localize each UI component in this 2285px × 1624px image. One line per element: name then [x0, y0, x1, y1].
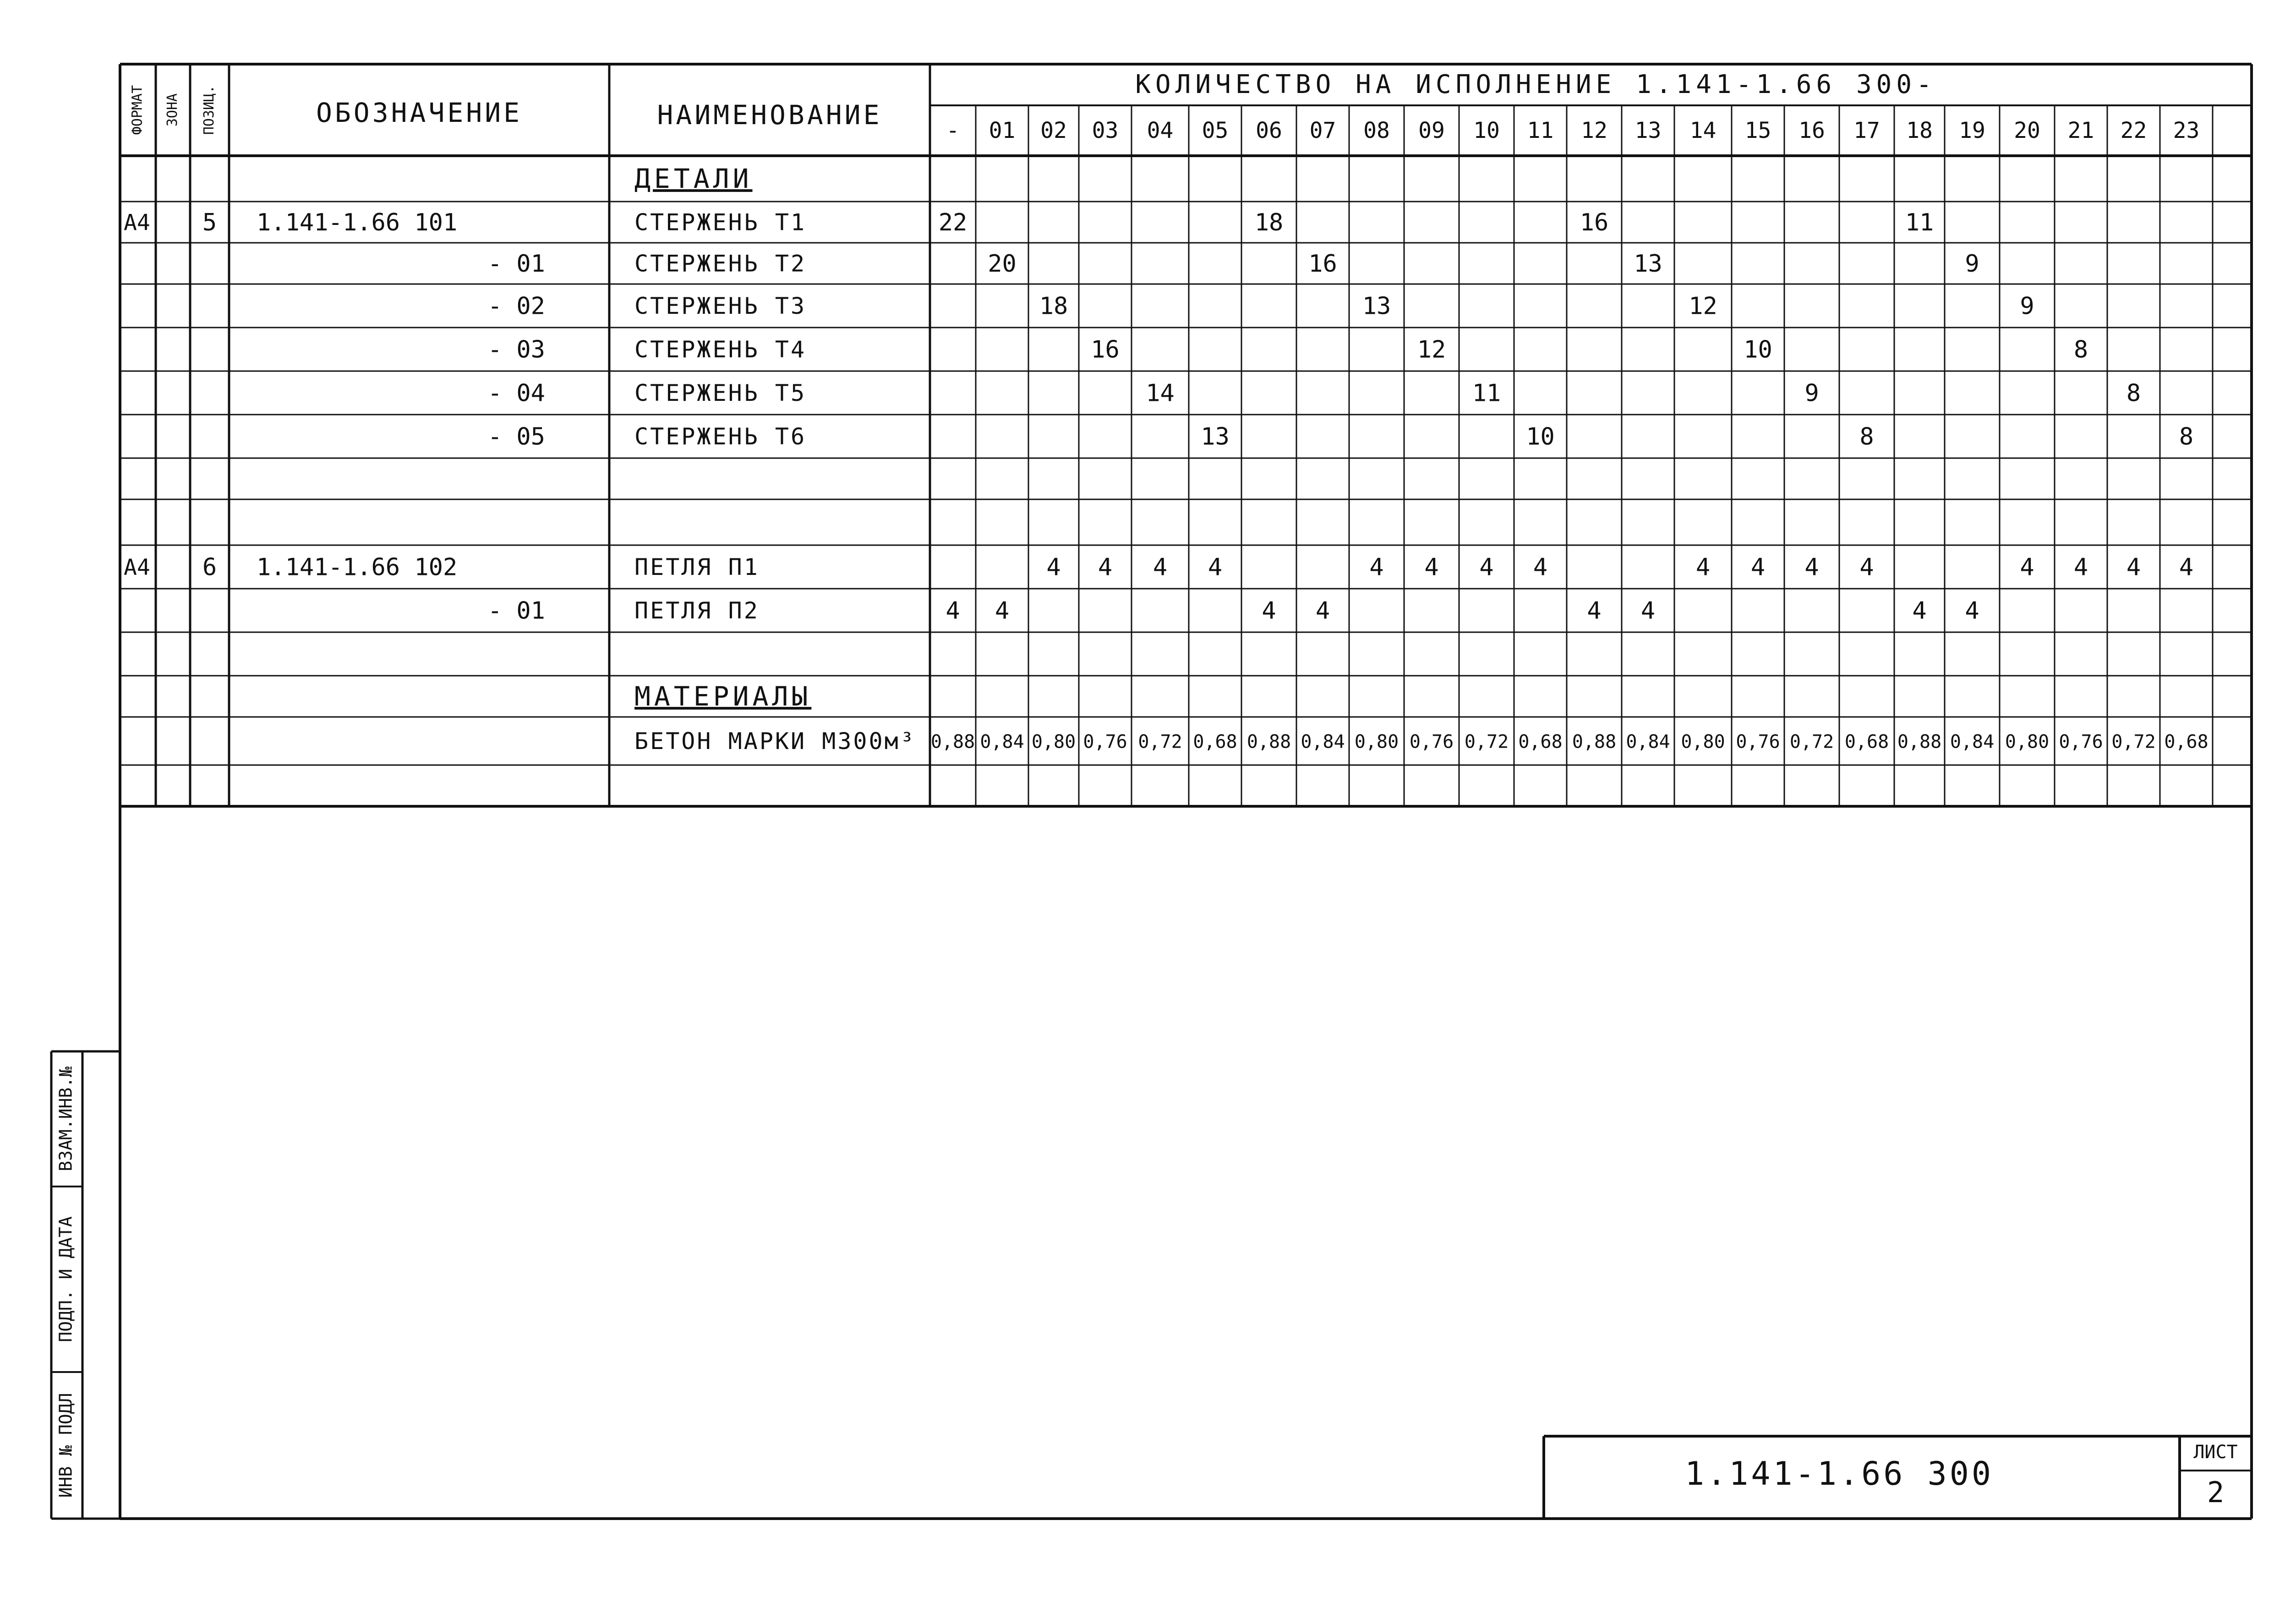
qty-cell: 0,76 — [1409, 731, 1454, 753]
qty-cell: 9 — [1804, 379, 1819, 407]
header-name: НАИМЕНОВАНИЕ — [657, 99, 882, 131]
header-format: ФОРМАТ — [129, 85, 146, 135]
qty-cell: 0,76 — [1083, 731, 1127, 753]
qty-cell: 0,72 — [1138, 731, 1182, 753]
qty-cell: 4 — [1533, 553, 1548, 581]
qty-cell: 4 — [995, 597, 1010, 625]
qty-cell: 0,68 — [1193, 731, 1237, 753]
qty-cell: 10 — [1526, 423, 1555, 451]
qty-cell: 4 — [1750, 553, 1766, 581]
qty-cell: 8 — [2179, 423, 2194, 451]
qty-cell: 4 — [1587, 597, 1602, 625]
variant-header-7: 07 — [1309, 118, 1336, 143]
cell-designation: - 01 — [487, 597, 545, 625]
cell-designation: - 05 — [487, 423, 545, 451]
cell-designation: - 03 — [487, 336, 545, 364]
qty-cell: 10 — [1744, 336, 1772, 364]
variant-header-16: 16 — [1798, 118, 1825, 143]
cell-format: А4 — [124, 210, 150, 235]
qty-cell: 0,88 — [1572, 731, 1617, 753]
qty-cell: 0,88 — [1897, 731, 1942, 753]
qty-cell: 0,88 — [1246, 731, 1291, 753]
header-zone: ЗОНА — [164, 93, 180, 127]
qty-cell: 0,76 — [2059, 731, 2103, 753]
variant-header-0: - — [946, 118, 960, 143]
stamp-signature-date: ПОДП. И ДАТА — [55, 1216, 76, 1342]
cell-name: СТЕРЖЕНЬ Т1 — [634, 209, 807, 236]
qty-cell: 16 — [1091, 336, 1120, 364]
cell-designation: - 04 — [487, 379, 545, 407]
stamp-inv-no: ИНВ № ПОДЛ — [55, 1393, 76, 1498]
qty-cell: 20 — [988, 250, 1017, 278]
table-texts — [56, 70, 2238, 1509]
variant-header-2: 02 — [1040, 118, 1067, 143]
qty-cell: 4 — [1369, 553, 1384, 581]
qty-cell: 0,88 — [930, 731, 975, 753]
variant-header-6: 06 — [1256, 118, 1282, 143]
variant-header-17: 17 — [1853, 118, 1880, 143]
qty-cell: 4 — [1479, 553, 1494, 581]
qty-cell: 4 — [1424, 553, 1439, 581]
qty-cell: 0,72 — [1464, 731, 1509, 753]
cell-position: 6 — [202, 553, 217, 581]
cell-name: СТЕРЖЕНЬ Т6 — [634, 423, 807, 450]
section-title: ДЕТАЛИ — [634, 163, 753, 195]
variant-header-8: 08 — [1363, 118, 1390, 143]
qty-cell: 4 — [1965, 597, 1979, 625]
qty-cell: 0,80 — [2005, 731, 2050, 753]
qty-cell: 4 — [1315, 597, 1330, 625]
cell-designation: - 02 — [487, 292, 545, 320]
qty-cell: 0,80 — [1354, 731, 1399, 753]
qty-cell: 11 — [1472, 379, 1501, 407]
title-block-sheet-number: 2 — [2207, 1476, 2225, 1509]
variant-header-20: 20 — [2014, 118, 2040, 143]
qty-cell: 16 — [1580, 209, 1609, 236]
cell-designation: 1.141-1.66 102 — [257, 553, 458, 581]
variant-header-10: 10 — [1473, 118, 1500, 143]
qty-cell: 0,84 — [1950, 731, 1995, 753]
qty-cell: 13 — [1362, 292, 1391, 320]
qty-cell: 0,80 — [1681, 731, 1725, 753]
variant-header-1: 01 — [989, 118, 1016, 143]
qty-cell: 4 — [2073, 553, 2088, 581]
variant-header-3: 03 — [1092, 118, 1119, 143]
cell-name: СТЕРЖЕНЬ Т2 — [634, 250, 807, 277]
qty-cell: 0,68 — [2164, 731, 2208, 753]
qty-cell: 4 — [1695, 553, 1711, 581]
qty-cell: 0,68 — [1844, 731, 1889, 753]
qty-cell: 4 — [1153, 553, 1168, 581]
variant-header-4: 04 — [1147, 118, 1174, 143]
qty-cell: 4 — [1262, 597, 1276, 625]
section-title: МАТЕРИАЛЫ — [634, 681, 812, 712]
variant-header-11: 11 — [1527, 118, 1554, 143]
header-position: ПОЗИЦ. — [201, 85, 217, 135]
qty-cell: 22 — [938, 209, 968, 236]
cell-format: А4 — [124, 554, 150, 580]
qty-cell: 4 — [2020, 553, 2034, 581]
cell-name: СТЕРЖЕНЬ Т3 — [634, 293, 807, 319]
qty-cell: 4 — [1098, 553, 1113, 581]
qty-cell: 0,68 — [1518, 731, 1563, 753]
qty-cell: 0,84 — [1626, 731, 1670, 753]
qty-cell: 12 — [1417, 336, 1446, 364]
variant-header-9: 09 — [1418, 118, 1445, 143]
qty-cell: 4 — [1912, 597, 1927, 625]
variant-header-18: 18 — [1906, 118, 1933, 143]
qty-cell: 9 — [2020, 292, 2034, 320]
qty-cell: 4 — [1640, 597, 1656, 625]
qty-cell: 0,80 — [1031, 731, 1076, 753]
qty-cell: 4 — [946, 597, 960, 625]
variant-header-12: 12 — [1581, 118, 1607, 143]
qty-cell: 18 — [1039, 292, 1068, 320]
variant-header-21: 21 — [2067, 118, 2094, 143]
cell-designation: - 01 — [487, 250, 545, 278]
qty-cell: 8 — [1859, 423, 1874, 451]
qty-cell: 14 — [1146, 379, 1175, 407]
variant-header-14: 14 — [1689, 118, 1716, 143]
stamp-replace-inv: ВЗАМ.ИНВ.№ — [55, 1066, 76, 1171]
variant-header-5: 05 — [1202, 118, 1229, 143]
qty-cell: 8 — [2126, 379, 2141, 407]
qty-cell: 4 — [2126, 553, 2141, 581]
qty-cell: 16 — [1308, 250, 1337, 278]
qty-cell: 0,84 — [980, 731, 1024, 753]
variant-header-22: 22 — [2120, 118, 2147, 143]
cell-name: ПЕТЛЯ П2 — [634, 597, 760, 624]
header-qty-title: КОЛИЧЕСТВО НА ИСПОЛНЕНИЕ 1.141-1.66 300- — [1135, 70, 1936, 100]
variant-header-15: 15 — [1744, 118, 1771, 143]
qty-cell: 12 — [1689, 292, 1717, 320]
variant-header-23: 23 — [2173, 118, 2200, 143]
qty-cell: 9 — [1965, 250, 1979, 278]
qty-cell: 4 — [1046, 553, 1061, 581]
cell-name: БЕТОН МАРКИ М300м³ — [634, 728, 916, 755]
title-block-designation: 1.141-1.66 300 — [1684, 1455, 1994, 1493]
qty-cell: 0,72 — [2111, 731, 2156, 753]
variant-header-13: 13 — [1634, 118, 1662, 143]
qty-cell: 0,84 — [1301, 731, 1345, 753]
qty-cell: 4 — [1804, 553, 1819, 581]
title-block-sheet-label: ЛИСТ — [2193, 1442, 2238, 1463]
qty-cell: 0,76 — [1736, 731, 1780, 753]
cell-designation: 1.141-1.66 101 — [257, 209, 458, 236]
qty-cell: 13 — [1634, 250, 1662, 278]
qty-cell: 11 — [1905, 209, 1934, 236]
qty-cell: 13 — [1201, 423, 1230, 451]
qty-cell: 8 — [2073, 336, 2088, 364]
cell-name: СТЕРЖЕНЬ Т5 — [634, 380, 807, 406]
qty-cell: 4 — [1208, 553, 1223, 581]
table-grid — [51, 64, 2252, 1519]
qty-cell: 18 — [1254, 209, 1284, 236]
cell-name: СТЕРЖЕНЬ Т4 — [634, 336, 807, 363]
cell-position: 5 — [202, 209, 217, 236]
variant-header-19: 19 — [1959, 118, 1985, 143]
qty-cell: 4 — [1859, 553, 1874, 581]
qty-cell: 4 — [2179, 553, 2194, 581]
header-designation: ОБОЗНАЧЕНИЕ — [316, 97, 523, 129]
cell-name: ПЕТЛЯ П1 — [634, 554, 760, 580]
qty-cell: 0,72 — [1789, 731, 1834, 753]
